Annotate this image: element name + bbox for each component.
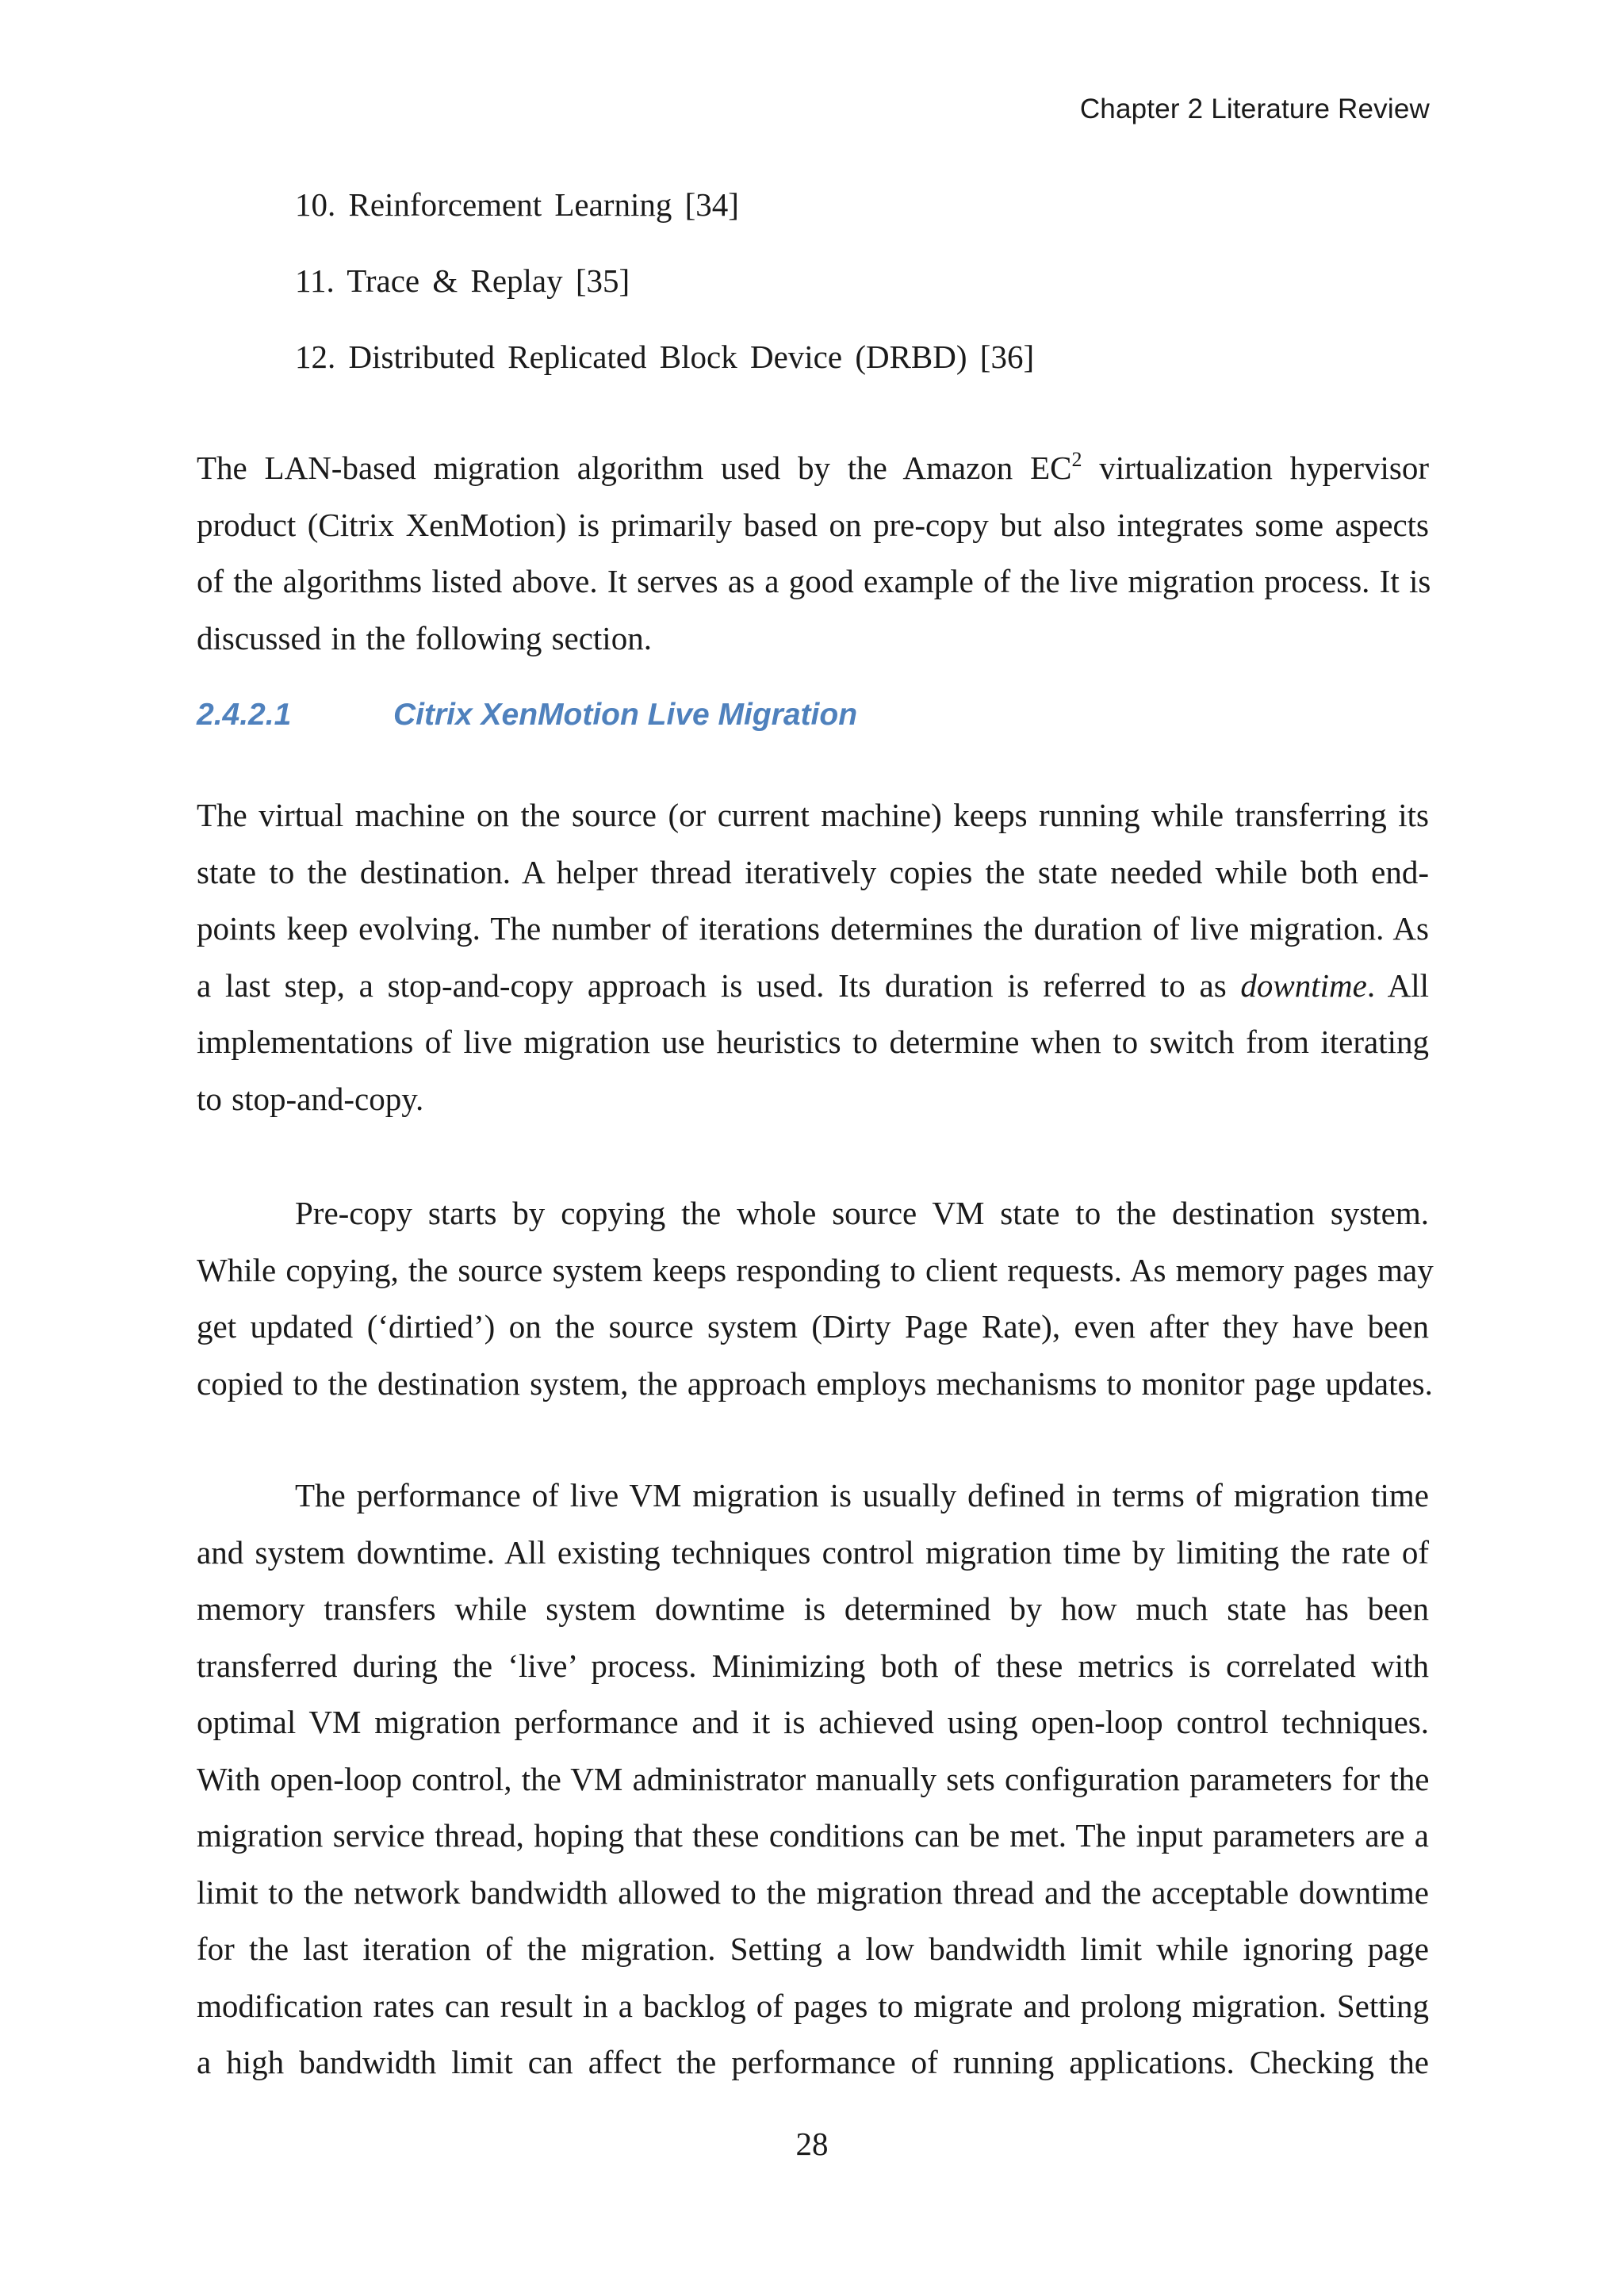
- running-header: Chapter 2 Literature Review: [1079, 94, 1430, 124]
- reference-list: [295, 186, 1035, 417]
- text-line: The virtual machine on the source (or current machine) keeps running while transferring its: [197, 797, 1429, 833]
- text-line: migration service thread, hoping that these conditions can be met. The input parameters are a: [197, 1817, 1429, 1854]
- text-line: transferred during the ‘live’ process. Minimizing both of these metrics is correlated with: [197, 1647, 1429, 1684]
- list-item: 12. Distributed Replicated Block Device (DRBD) [36]: [295, 339, 1035, 375]
- text-span: virtualization hypervisor: [1082, 450, 1430, 486]
- text-line: to stop-and-copy.: [197, 1080, 424, 1117]
- paragraph-1: [197, 787, 1429, 1127]
- text-line: get updated (‘dirtied’) on the source system (Dirty Page Rate), even after they have been: [197, 1308, 1429, 1345]
- text-line: implementations of live migration use heuristics to determine when to switch from iterating: [197, 1024, 1429, 1060]
- text-span: The LAN-based migration algorithm used by the Amazon EC: [197, 450, 1072, 486]
- list-item: 11. Trace & Replay [35]: [295, 262, 630, 299]
- text-line: The performance of live VM migration is usually defined in terms of migration time: [295, 1477, 1429, 1513]
- text-line: of the algorithms listed above. It serves as a good example of the live migration process. It is: [197, 563, 1431, 599]
- superscript: 2: [1071, 448, 1082, 471]
- section-heading: [197, 698, 857, 733]
- text-line: [197, 958, 1429, 1015]
- text-line: Pre-copy starts by copying the whole source VM state to the destination system.: [295, 1195, 1429, 1231]
- text-span: . All: [1366, 966, 1429, 1004]
- intro-paragraph: [197, 440, 1429, 667]
- text-line: and system downtime. All existing techniques control migration time by limiting the rate of: [197, 1533, 1429, 1571]
- text-line: While copying, the source system keeps responding to client requests. As memory pages may: [197, 1251, 1434, 1288]
- text-line: modification rates can result in a backlog of pages to migrate and prolong migration. Setting: [197, 1987, 1429, 2024]
- text-line: With open-loop control, the VM administrator manually sets configuration parameters for the: [197, 1760, 1430, 1797]
- text-span: a last step, a stop-and-copy approach is used. Its duration is referred to as: [197, 966, 1241, 1004]
- section-title: Citrix XenMotion Live Migration: [393, 698, 858, 732]
- page-number: 28: [795, 2126, 829, 2162]
- text-line: state to the destination. A helper thread iteratively copies the state needed while both end-: [197, 853, 1429, 890]
- text-line: discussed in the following section.: [197, 619, 652, 656]
- section-number: 2.4.2.1: [197, 698, 292, 732]
- text-line: optimal VM migration performance and it is achieved using open-loop control techniques.: [197, 1704, 1429, 1740]
- text-line: copied to the destination system, the approach employs mechanisms to monitor page updates.: [197, 1364, 1433, 1402]
- text-line: product (Citrix XenMotion) is primarily based on pre-copy but also integrates some aspects: [197, 506, 1429, 543]
- paragraph-3: [197, 1468, 1429, 2091]
- text-line: [197, 440, 1429, 497]
- text-line: limit to the network bandwidth allowed to the migration thread and the acceptable downtime: [197, 1873, 1429, 1911]
- list-item: 10. Reinforcement Learning [34]: [295, 186, 739, 223]
- text-line: a high bandwidth limit can affect the performance of running applications. Checking the: [197, 2044, 1429, 2080]
- paragraph-2: [197, 1185, 1434, 1412]
- text-line: points keep evolving. The number of iterations determines the duration of live migration. As: [197, 910, 1429, 947]
- text-line: memory transfers while system downtime is determined by how much state has been: [197, 1590, 1429, 1627]
- emphasis: downtime: [1240, 966, 1367, 1004]
- text-line: for the last iteration of the migration. Setting a low bandwidth limit while ignoring page: [197, 1931, 1429, 1967]
